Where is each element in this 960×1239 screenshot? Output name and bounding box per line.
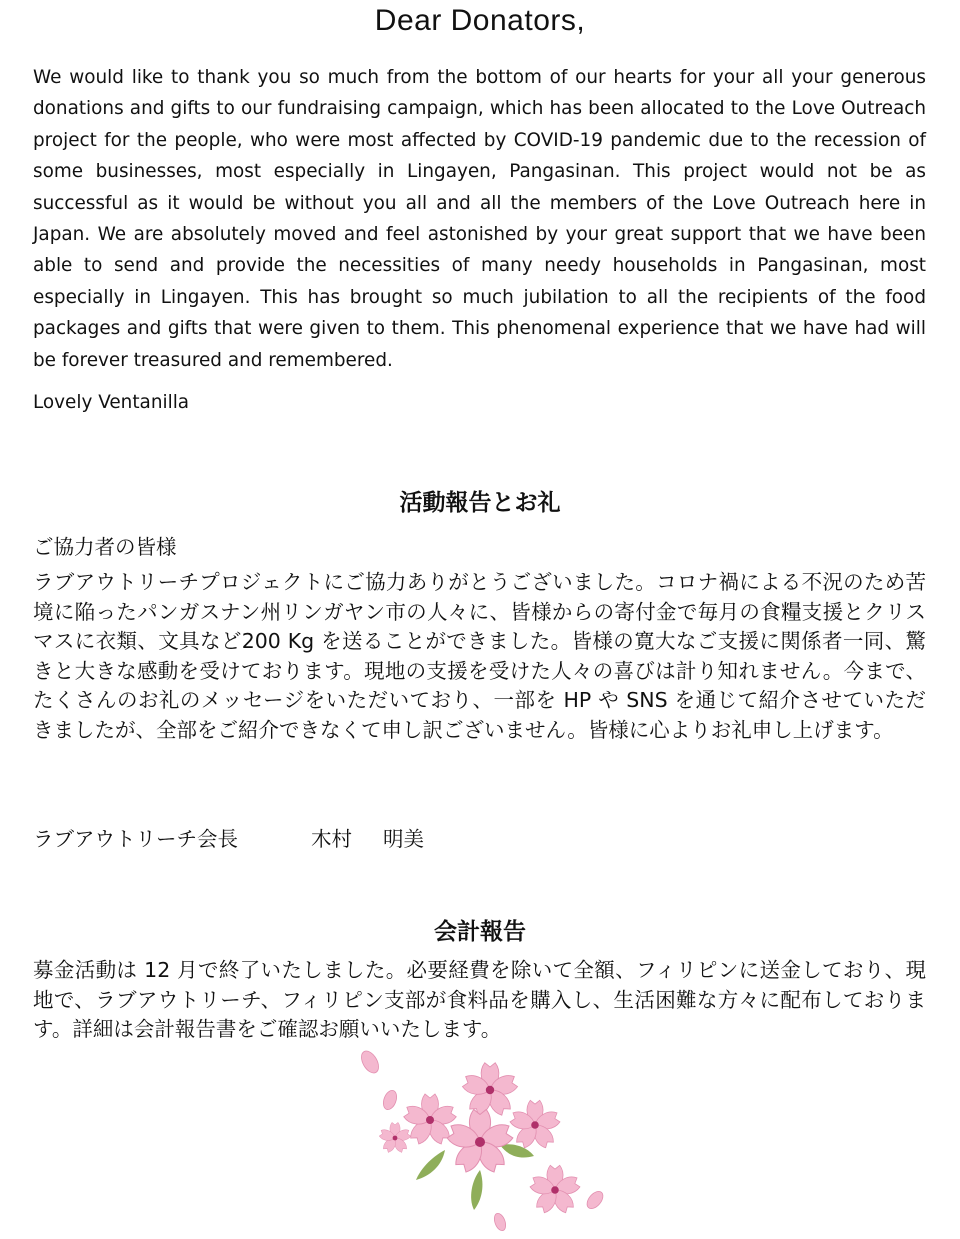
blossom-flower-1 (461, 1063, 518, 1118)
accounting-report-body: 募金活動は 12 月で終了いたしました。必要経費を除いて全額、フィリピンに送金しており、現地で、ラブアウトリーチ、フィリピン支部が食料品を購入し、生活困難な方々に配布しております。詳細は会計報告書をご確認お願いいたします。 (33, 958, 926, 1041)
signer-surname: 木村 (311, 827, 352, 851)
activity-report-heading: 活動報告とお礼 (399, 490, 561, 516)
activity-report-body: ラブアウトリーチプロジェクトにご協力ありがとうございました。コロナ禍による不況のため苦境に陥ったパンガスナン州リンガヤン市の人々に、皆様からの寄付金で毎月の食糧支援とクリスマスに衣類、文具など200 Kg を送ることができました。皆様の寛大なご支援に関係者一同、驚きと大きな感動を受けております。現地の支援を受けた人々の喜びは計り知れません。今まで、たくさんのお礼のメッセージをいただいており、一部を HP や SNS を通じて紹介させていただきましたが、全部をご紹介できなくて申し訳ございません。皆様に心よりお礼申し上げます。 (33, 570, 926, 742)
accounting-report-heading: 会計報告 (434, 919, 526, 945)
signer-title: ラブアウトリーチ会長 (33, 827, 238, 851)
blossom-flower-5 (529, 1165, 581, 1214)
letter-greeting: Dear Donators, (374, 4, 586, 37)
letter-signature-english: Lovely Ventanilla (33, 392, 190, 413)
signer-given-name: 明美 (383, 827, 424, 851)
cherry-blossom-illustration-icon (350, 1050, 610, 1235)
blossom-flower-3 (446, 1110, 514, 1175)
blossom-bud (379, 1122, 412, 1153)
activity-report-salutation: ご協力者の皆様 (33, 535, 177, 559)
letter-body-english: We would like to thank you so much from the bottom of our hearts for your all your generous donations and gifts to our fundraising campaign, which has been allocated to the Love Outreach project for the people, who were most affected by COVID-19 pandemic due to the recession of some businesses, most especially in Lingayen, Pangasinan. This project would not be as successful as it would be without you all and all the members of the Love Outreach here in Japan. We are absolutely moved and feel astonished by your great support that we have been able to send and provide the necessities of many needy households in Pangasinan, most especially in Lingayen. This has brought so much jubilation to all the recipients of the food packages and gifts that were given to them. This phenomenal experience that we have had will be forever treasured and remembered. (33, 67, 926, 371)
blossom-flower-4 (509, 1100, 561, 1149)
